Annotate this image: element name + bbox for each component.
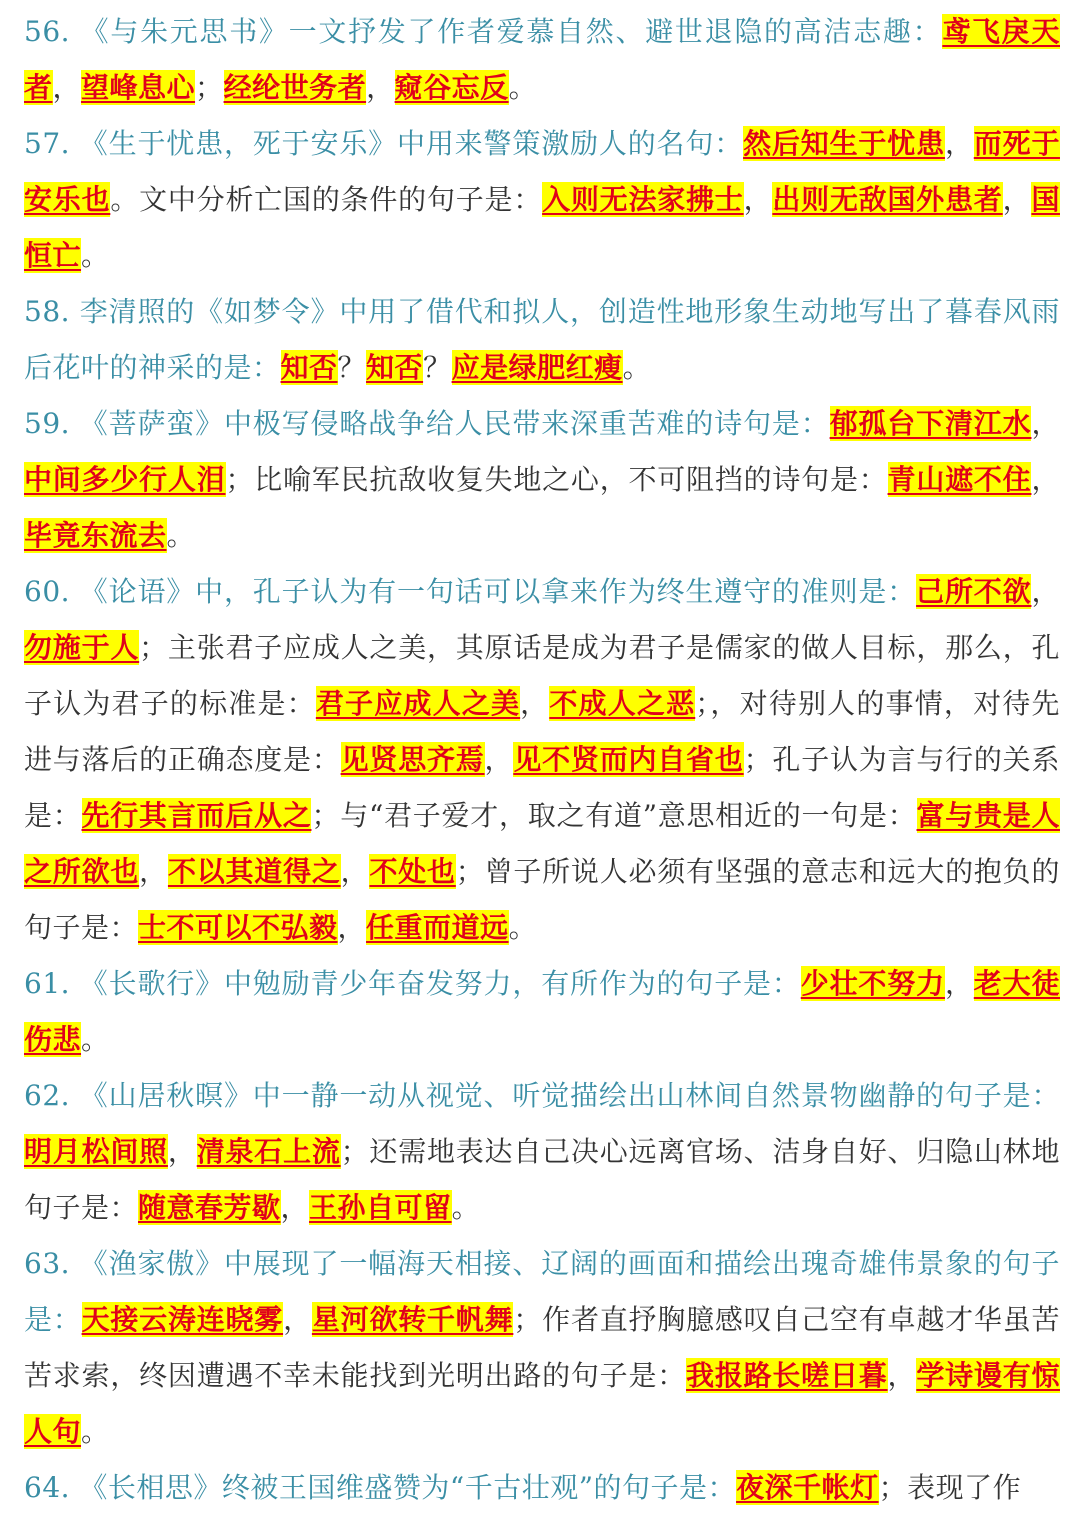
body-text: ； [195, 71, 224, 104]
body-text: 。 [81, 239, 110, 272]
answer-highlight: 清泉石上流 [196, 1135, 341, 1168]
answer-highlight: 见不贤而内自省也 [513, 743, 744, 776]
answer-highlight: 星河欲转千帆舞 [311, 1303, 514, 1336]
answer-highlight: 中间多少行人泪 [24, 463, 226, 496]
body-text: ；表现了作 [878, 1471, 1022, 1504]
answer-highlight: 学诗谩有惊人句 [24, 1359, 1060, 1448]
body-text: ， [280, 1191, 310, 1224]
answer-highlight: 出则无敌国外患者 [772, 183, 1003, 216]
question-item [24, 284, 1060, 396]
answer-highlight: 见贤思齐焉 [340, 743, 485, 776]
answer-highlight: 鸢飞戾天者 [24, 15, 1060, 104]
answer-highlight: 少壮不努力 [800, 967, 945, 1000]
question-text: 62. 《山居秋暝》中一静一动从视觉、听觉描绘出山林间自然景物幽静的句子是： [24, 1079, 1060, 1112]
body-text: ， [887, 1359, 917, 1392]
answer-highlight: 天接云涛连晓雾 [81, 1303, 284, 1336]
body-text: ？ [337, 351, 367, 384]
answer-highlight: 王孙自可留 [309, 1191, 452, 1224]
body-text: ， [944, 967, 974, 1000]
question-item [24, 396, 1060, 564]
question-text: 64. 《长相思》终被王国维盛赞为“千古壮观”的句子是： [24, 1471, 737, 1504]
question-text: 60. 《论语》中，孔子认为有一句话可以拿来作为终生遵守的准则是： [24, 575, 917, 608]
body-text: 。 [622, 351, 652, 384]
answer-highlight: 己所不欲 [916, 575, 1032, 608]
body-text: 。 [81, 1023, 110, 1056]
answer-highlight: 窥谷忘反 [394, 71, 509, 104]
answer-highlight: 青山遮不住 [887, 463, 1032, 496]
body-text: 。 [451, 1191, 481, 1224]
body-text: ？ [423, 351, 452, 384]
body-text: ；主张君子应成人之美，其原话是成为君子是儒家的做人目标，那么，孔子认为君子的标准是： [24, 631, 1060, 720]
body-text: 。文中分析亡国的条件的句子是： [110, 183, 543, 216]
answer-highlight: 然后知生于忧患 [743, 127, 945, 160]
answer-highlight: 我报路长嗟日暮 [686, 1359, 888, 1392]
body-text: 。 [508, 71, 538, 104]
answer-highlight: 君子应成人之美 [315, 687, 521, 720]
answer-highlight: 国恒亡 [24, 183, 1060, 272]
question-item [24, 1236, 1060, 1460]
answer-highlight: 不以其道得之 [167, 855, 341, 888]
question-item [24, 4, 1060, 116]
answer-highlight: 应是绿肥红瘦 [451, 351, 623, 384]
question-text: 56. 《与朱元思书》一文抒发了作者爱慕自然、避世退隐的高洁志趣： [24, 15, 943, 48]
body-text: ， [340, 855, 370, 888]
question-item [24, 564, 1060, 956]
answer-highlight: 毕竟东流去 [24, 519, 167, 552]
answer-highlight: 望峰息心 [81, 71, 196, 104]
body-text: ；还需地表达自己决心远离官场、洁身自好、归隐山林地句子是： [24, 1135, 1060, 1224]
question-text: 58. 李清照的《如梦令》中用了借代和拟人，创造性地形象生动地写出了暮春风雨后花叶的神采的是： [24, 295, 1060, 384]
body-text: ， [1031, 575, 1060, 608]
body-text: ， [139, 855, 168, 888]
answer-highlight: 经纶世务者 [223, 71, 367, 104]
body-text: ， [484, 743, 514, 776]
answer-highlight: 而死于安乐也 [24, 127, 1060, 216]
body-text: ， [167, 1135, 197, 1168]
document-body [24, 4, 1060, 1516]
body-text: ；，对待别人的事情，对待先进与落后的正确态度是： [24, 687, 1060, 776]
body-text: 。 [166, 519, 196, 552]
body-text: ；孔子认为言与行的关系是： [24, 743, 1060, 832]
answer-highlight: 不成人之恶 [549, 687, 696, 720]
question-text: 61. 《长歌行》中勉励青少年奋发努力，有所作为的句子是： [24, 967, 801, 1000]
answer-highlight: 老大徒伤悲 [24, 967, 1060, 1056]
answer-highlight: 郁孤台下清江水 [829, 407, 1032, 440]
body-text: ， [283, 1303, 312, 1336]
body-text: ；曾子所说人必须有坚强的意志和远大的抱负的句子是： [24, 855, 1060, 944]
body-text: ， [944, 127, 974, 160]
answer-highlight: 任重而道远 [366, 911, 509, 944]
answer-highlight: 随意春芳歇 [138, 1191, 281, 1224]
body-text: ， [743, 183, 773, 216]
answer-highlight: 明月松间照 [24, 1135, 168, 1168]
answer-highlight: 入则无法家拂士 [542, 183, 744, 216]
body-text: ， [1002, 183, 1032, 216]
question-item [24, 116, 1060, 284]
body-text: ；与“君子爱才，取之有道”意思相近的一句是： [311, 799, 917, 832]
body-text: ， [1031, 463, 1060, 496]
body-text: ， [52, 71, 82, 104]
body-text: ；作者直抒胸臆感叹自己空有卓越才华虽苦苦求索，终因遭遇不幸未能找到光明出路的句子是： [24, 1303, 1060, 1392]
question-text: 59. 《菩萨蛮》中极写侵略战争给人民带来深重苦难的诗句是： [24, 407, 830, 440]
answer-highlight: 知否 [366, 351, 424, 384]
answer-highlight: 富与贵是人之所欲也 [24, 799, 1060, 888]
answer-highlight: 士不可以不弘毅 [138, 911, 338, 944]
body-text: 。 [81, 1415, 110, 1448]
body-text: 。 [508, 911, 538, 944]
answer-highlight: 不处也 [369, 855, 456, 888]
body-text: ， [337, 911, 367, 944]
body-text: ， [366, 71, 395, 104]
question-item [24, 1460, 1060, 1516]
answer-highlight: 知否 [280, 351, 338, 384]
body-text: ；比喻军民抗敌收复失地之心，不可阻挡的诗句是： [225, 463, 888, 496]
question-item [24, 1068, 1060, 1236]
answer-highlight: 勿施于人 [24, 631, 140, 664]
answer-highlight: 先行其言而后从之 [81, 799, 312, 832]
answer-highlight: 夜深千帐灯 [736, 1471, 879, 1504]
question-item [24, 956, 1060, 1068]
question-text: 57. 《生于忧患，死于安乐》中用来警策激励人的名句： [24, 127, 744, 160]
body-text: ， [1031, 407, 1060, 440]
body-text: ， [520, 687, 550, 720]
question-text: 63. 《渔家傲》中展现了一幅海天相接、辽阔的画面和描绘出瑰奇雄伟景象的句子是： [24, 1247, 1060, 1336]
